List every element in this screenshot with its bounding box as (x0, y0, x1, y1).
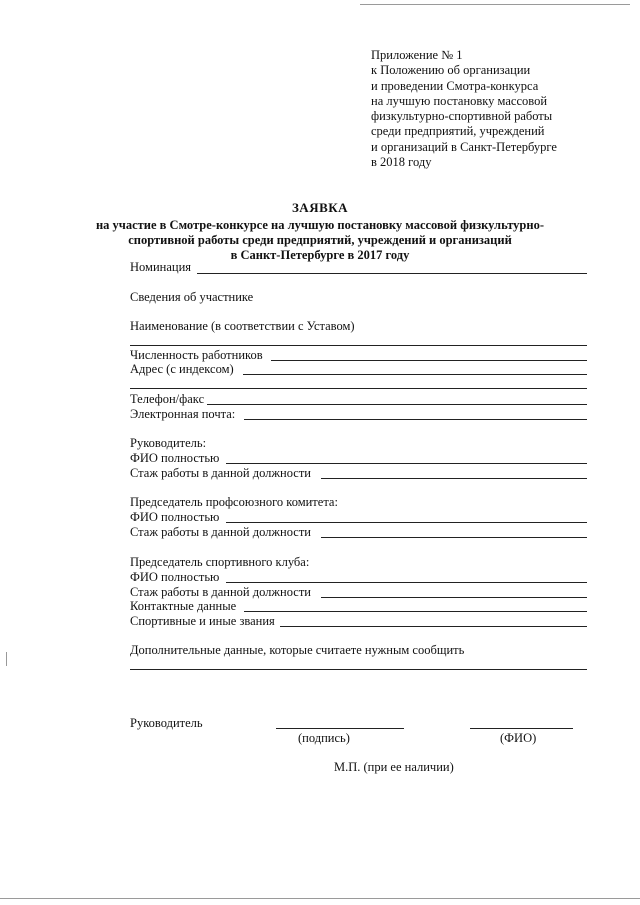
titles-line[interactable] (280, 626, 587, 627)
scan-edge-bottom (0, 898, 640, 899)
appendix-line: в 2018 году (371, 155, 432, 170)
head-experience-line[interactable] (321, 478, 587, 479)
address-line[interactable] (243, 374, 587, 375)
contacts-line[interactable] (244, 611, 587, 612)
participant-info-heading: Сведения об участнике (130, 290, 254, 304)
club-experience-line[interactable] (321, 597, 587, 598)
additional-line[interactable] (130, 669, 587, 670)
nomination-label: Номинация (130, 260, 192, 274)
club-fio-line[interactable] (226, 582, 587, 583)
club-heading: Председатель спортивного клуба: (130, 555, 310, 569)
head-heading: Руководитель: (130, 436, 207, 450)
signature-head-label: Руководитель (130, 716, 203, 730)
club-fio-label: ФИО полностью (130, 570, 220, 584)
phone-label: Телефон/факс (130, 392, 205, 406)
union-experience-line[interactable] (321, 537, 587, 538)
club-experience-label: Стаж работы в данной должности (130, 585, 311, 599)
union-fio-line[interactable] (226, 522, 587, 523)
phone-line[interactable] (207, 404, 587, 405)
union-experience-label: Стаж работы в данной должности (130, 525, 311, 539)
contacts-label: Контактные данные (130, 599, 237, 613)
address-label: Адрес (с индексом) (130, 362, 234, 376)
appendix-line: Приложение № 1 (371, 48, 463, 62)
appendix-line: и проведении Смотра-конкурса (371, 78, 539, 93)
appendix-line: физкультурно-спортивной работы (371, 109, 553, 124)
employees-label: Численность работников (130, 348, 263, 362)
scan-edge-top (360, 4, 630, 5)
form-title: ЗАЯВКА (291, 200, 349, 215)
employees-line[interactable] (271, 360, 587, 361)
form-subtitle-line: в Санкт-Петербурге в 2017 году (230, 248, 410, 262)
appendix-line: среди предприятий, учреждений (371, 124, 545, 139)
union-heading: Председатель профсоюзного комитета: (130, 495, 338, 509)
nomination-line[interactable] (197, 273, 587, 274)
titles-label: Спортивные и иные звания (130, 614, 275, 628)
email-label: Электронная почта: (130, 407, 236, 421)
fio-caption: (ФИО) (500, 731, 537, 745)
email-line[interactable] (244, 419, 587, 420)
address-line-extra[interactable] (130, 388, 587, 389)
form-subtitle-line: на участие в Смотре-конкурсе на лучшую постановку массовой физкультурно- (95, 218, 544, 232)
signature-line[interactable] (276, 728, 404, 729)
signature-caption: (подпись) (298, 731, 350, 745)
appendix-block (371, 48, 557, 170)
appendix-line: и организаций в Санкт-Петербурге (371, 139, 557, 154)
name-line[interactable] (130, 345, 587, 346)
head-experience-label: Стаж работы в данной должности (130, 466, 311, 480)
scan-mark-left (6, 652, 7, 666)
head-fio-label: ФИО полностью (130, 451, 220, 465)
fio-line[interactable] (470, 728, 573, 729)
union-fio-label: ФИО полностью (130, 510, 220, 524)
stamp-note: М.П. (при ее наличии) (334, 760, 454, 774)
appendix-line: на лучшую постановку массовой (371, 93, 548, 108)
name-label: Наименование (в соответствии с Уставом) (130, 319, 355, 333)
appendix-line: к Положению об организации (371, 63, 531, 78)
head-fio-line[interactable] (226, 463, 587, 464)
form-subtitle-line: спортивной работы среди предприятий, учреждений и организаций (128, 233, 512, 247)
additional-label: Дополнительные данные, которые считаете нужным сообщить (130, 643, 465, 657)
